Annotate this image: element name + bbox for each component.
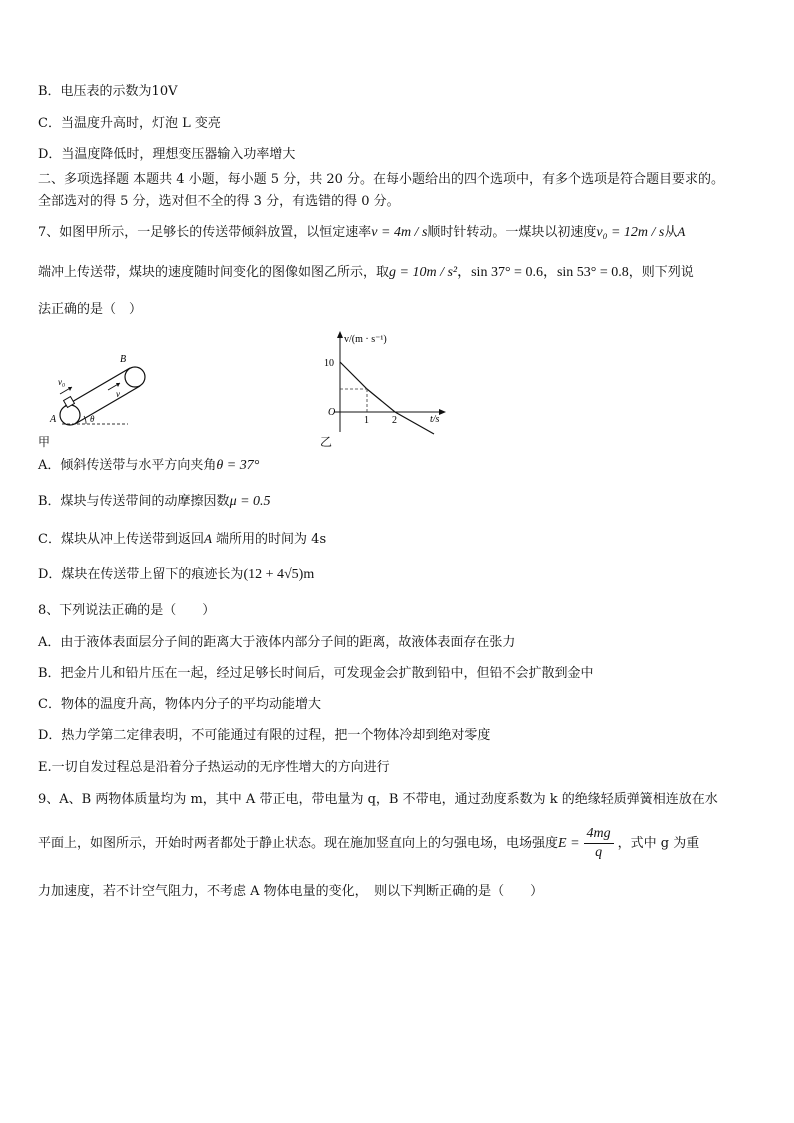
q7-text: 从 (664, 225, 678, 240)
q7-option-b-math: μ = 0.5 (229, 494, 271, 509)
q8-option-e: E.一切自发过程总是沿着分子热运动的无序性增大的方向进行 (38, 760, 390, 775)
q7-stem-line1 (38, 224, 685, 241)
q9-stem-line1: 9、A、B 两物体质量均为 m，其中 A 带正电，带电量为 q，B 不带电，通过劲度系数为 k 的绝缘轻质弹簧相连放在水 (38, 792, 718, 807)
q9-denominator: q (595, 845, 603, 860)
figure-yi (318, 328, 458, 436)
q8-option-d: D．热力学第二定律表明，不可能通过有限的过程，把一个物体冷却到绝对零度 (38, 728, 491, 743)
section-2-heading-line1: 二、多项选择题 本题共 4 小题，每小题 5 分，共 20 分。在每小题给出的四个选项中，有多个选项是符合题目要求的。 (38, 172, 725, 187)
y-axis-label: v/(m · s⁻¹) (344, 334, 387, 345)
tick-1: 1 (364, 415, 369, 426)
q7-option-b (38, 494, 271, 510)
q7-option-d-math: (12 + 4√5)m (243, 567, 315, 582)
q7-option-a (38, 458, 259, 474)
q9-stem-line3: 力加速度，若不计空气阻力，不考虑 A 物体电量的变化， 则以下判断正确的是（ ） (38, 884, 544, 899)
figure-yi-caption: 乙 (320, 435, 333, 449)
q7-option-c-text2: 端所用的时间为 4s (211, 532, 327, 547)
v-t-line (340, 362, 434, 434)
q9-text2: ，式中 g 为重 (617, 836, 700, 851)
q7-option-b-text: B．煤块与传送带间的动摩擦因数 (38, 494, 230, 509)
q7-option-c (38, 531, 326, 548)
figure-jia (38, 352, 158, 447)
q7-option-d-text: D．煤块在传送带上留下的痕迹长为 (38, 567, 244, 582)
figure-jia-caption: 甲 (38, 435, 51, 449)
q7-option-d (38, 567, 314, 583)
section-2-heading-line2: 全部选对的得 5 分，选对但不全的得 3 分，有选错的得 0 分。 (38, 194, 400, 209)
q7-text: ，则下列说 (628, 265, 694, 280)
t-axis-arrow (439, 409, 446, 415)
label-a: A (50, 414, 57, 425)
q7-initial-speed: v₀ = 12m / s (596, 225, 665, 240)
q8-option-c: C．物体的温度升高，物体内分子的平均动能增大 (38, 697, 321, 712)
q9-e-symbol: E = (558, 836, 580, 851)
q7-sin53: ，sin 53° = 0.8 (542, 265, 629, 280)
belt-upper (65, 368, 130, 406)
q7-text: 顺时针转动。一煤块以初速度 (427, 225, 597, 240)
q7-text: 7、如图甲所示，一足够长的传送带倾斜放置，以恒定速率 (38, 225, 372, 240)
q7-option-c-text: C．煤块从冲上传送带到返回 (38, 532, 204, 547)
q7-stem-line2 (38, 265, 694, 281)
x-axis-label: t/s (430, 414, 440, 425)
q9-stem-line2 (38, 824, 699, 864)
q8-option-a: A．由于液体表面层分子间的距离大于液体内部分子间的距离，故液体表面存在张力 (38, 635, 516, 650)
q7-sin37: ，sin 37° = 0.6 (457, 265, 543, 280)
option-d-prev: D．当温度降低时，理想变压器输入功率增大 (38, 147, 296, 162)
origin-label: O (328, 407, 336, 418)
q7-text: 端冲上传送带，煤块的速度随时间变化的图像如图乙所示，取 (38, 265, 390, 280)
label-theta: θ (90, 414, 95, 424)
q9-fraction (584, 825, 614, 862)
velocity-time-graph (318, 328, 458, 436)
label-v: v (116, 389, 120, 399)
tick-2: 2 (392, 415, 397, 426)
q7-gravity: g = 10m / s² (389, 265, 458, 280)
q7-option-a-text: A．倾斜传送带与水平方向夹角 (38, 458, 217, 473)
q7-belt-speed: v = 4m / s (371, 225, 428, 240)
tick-10: 10 (324, 358, 334, 369)
v-axis-arrow (337, 331, 343, 338)
q9-text: 平面上，如图所示，开始时两者都处于静止状态。现在施加竖直向上的匀强电场，电场强度 (38, 836, 559, 851)
lower-pulley (60, 405, 80, 425)
q7-stem-line3: 法正确的是（ ） (38, 302, 143, 317)
label-b: B (120, 354, 127, 365)
q7-option-a-math: θ = 37° (216, 458, 260, 473)
q7-point-a: A (677, 224, 686, 239)
label-v0: v₀ (58, 377, 66, 387)
option-c-prev: C．当温度升高时，灯泡 L 变亮 (38, 116, 221, 131)
q8-stem: 8、下列说法正确的是（ ） (38, 603, 216, 618)
upper-pulley (125, 367, 145, 387)
option-b-prev: B．电压表的示数为10V (38, 84, 178, 99)
conveyor-belt-diagram (38, 352, 158, 447)
q7-option-c-a: A (203, 531, 212, 546)
q8-option-b: B．把金片儿和铅片压在一起，经过足够长时间后，可发现金会扩散到铅中，但铅不会扩散到金中 (38, 666, 594, 681)
q9-numerator: 4mg (584, 825, 614, 844)
